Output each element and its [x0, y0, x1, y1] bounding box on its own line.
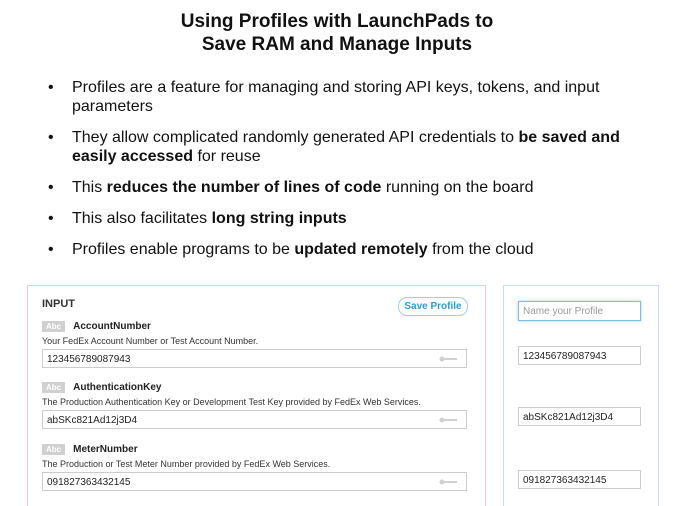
- field-value: 091827363432145: [47, 477, 131, 488]
- text-type-badge: Abc: [42, 382, 65, 393]
- field-value: 123456789087943: [47, 354, 131, 365]
- bullet-text: Profiles are a feature for managing and storing API keys, tokens, and input parameters: [72, 79, 600, 115]
- profile-value-authentication-key[interactable]: abSKc821Ad12j3D4: [518, 407, 641, 426]
- bullet-text: This: [72, 179, 107, 196]
- bullet-text: This also facilitates: [72, 210, 212, 227]
- bullet-dot-icon: •: [48, 129, 54, 146]
- profile-name-input[interactable]: Name your Profile: [518, 301, 641, 321]
- authentication-key-input[interactable]: [42, 410, 467, 429]
- bullet-text: They allow complicated randomly generated API credentials to: [72, 129, 519, 146]
- slide-title-line-1: Using Profiles with LaunchPads to: [180, 11, 494, 32]
- field-name: MeterNumber: [73, 444, 138, 455]
- bullet-emphasis: long string inputs: [211, 210, 347, 227]
- profile-value-meter-number[interactable]: 091827363432145: [518, 470, 641, 489]
- field-description: The Production Authentication Key or Development Test Key provided by FedEx Web Services.: [42, 397, 421, 407]
- input-panel: [27, 285, 486, 506]
- bullet-list: [48, 78, 648, 271]
- bullet-emphasis: be saved and easily accessed: [72, 129, 620, 165]
- field-label: [42, 320, 467, 334]
- account-number-input[interactable]: [42, 349, 467, 368]
- bullet-dot-icon: •: [48, 210, 54, 227]
- text-type-badge: Abc: [42, 321, 65, 332]
- field-authentication-key: [42, 381, 467, 429]
- slide-title-line-2: Save RAM and Manage Inputs: [201, 34, 473, 55]
- key-icon[interactable]: [439, 417, 457, 423]
- key-icon[interactable]: [439, 479, 457, 485]
- bullet-dot-icon: •: [48, 179, 54, 196]
- key-icon[interactable]: [439, 356, 457, 362]
- bullet-item: [48, 78, 648, 116]
- meter-number-input[interactable]: [42, 472, 467, 491]
- field-label: [42, 381, 467, 395]
- profile-value-account-number[interactable]: 123456789087943: [518, 346, 641, 365]
- slide-title: [0, 10, 674, 56]
- bullet-dot-icon: •: [48, 79, 54, 96]
- profile-panel: [503, 285, 659, 506]
- bullet-item: [48, 128, 648, 166]
- field-value: abSKc821Ad12j3D4: [47, 415, 138, 426]
- input-heading: INPUT: [42, 298, 75, 310]
- field-name: AccountNumber: [73, 321, 151, 332]
- bullet-text: Profiles enable programs to be: [72, 241, 295, 258]
- bullet-item: [48, 240, 648, 259]
- field-description: The Production or Test Meter Number provided by FedEx Web Services.: [42, 459, 331, 469]
- save-profile-button[interactable]: Save Profile: [398, 297, 468, 316]
- bullet-item: [48, 209, 648, 228]
- field-label: [42, 443, 467, 457]
- field-meter-number: [42, 443, 467, 491]
- bullet-text: running on the board: [381, 179, 534, 196]
- bullet-text: for reuse: [193, 148, 261, 165]
- bullet-emphasis: reduces the number of lines of code: [106, 179, 382, 196]
- bullet-item: [48, 178, 648, 197]
- field-name: AuthenticationKey: [73, 382, 162, 393]
- field-account-number: [42, 320, 467, 368]
- text-type-badge: Abc: [42, 444, 65, 455]
- bullet-dot-icon: •: [48, 241, 54, 258]
- bullet-emphasis: updated remotely: [294, 241, 428, 258]
- bullet-text: from the cloud: [427, 241, 534, 258]
- field-description: Your FedEx Account Number or Test Account Number.: [42, 336, 259, 346]
